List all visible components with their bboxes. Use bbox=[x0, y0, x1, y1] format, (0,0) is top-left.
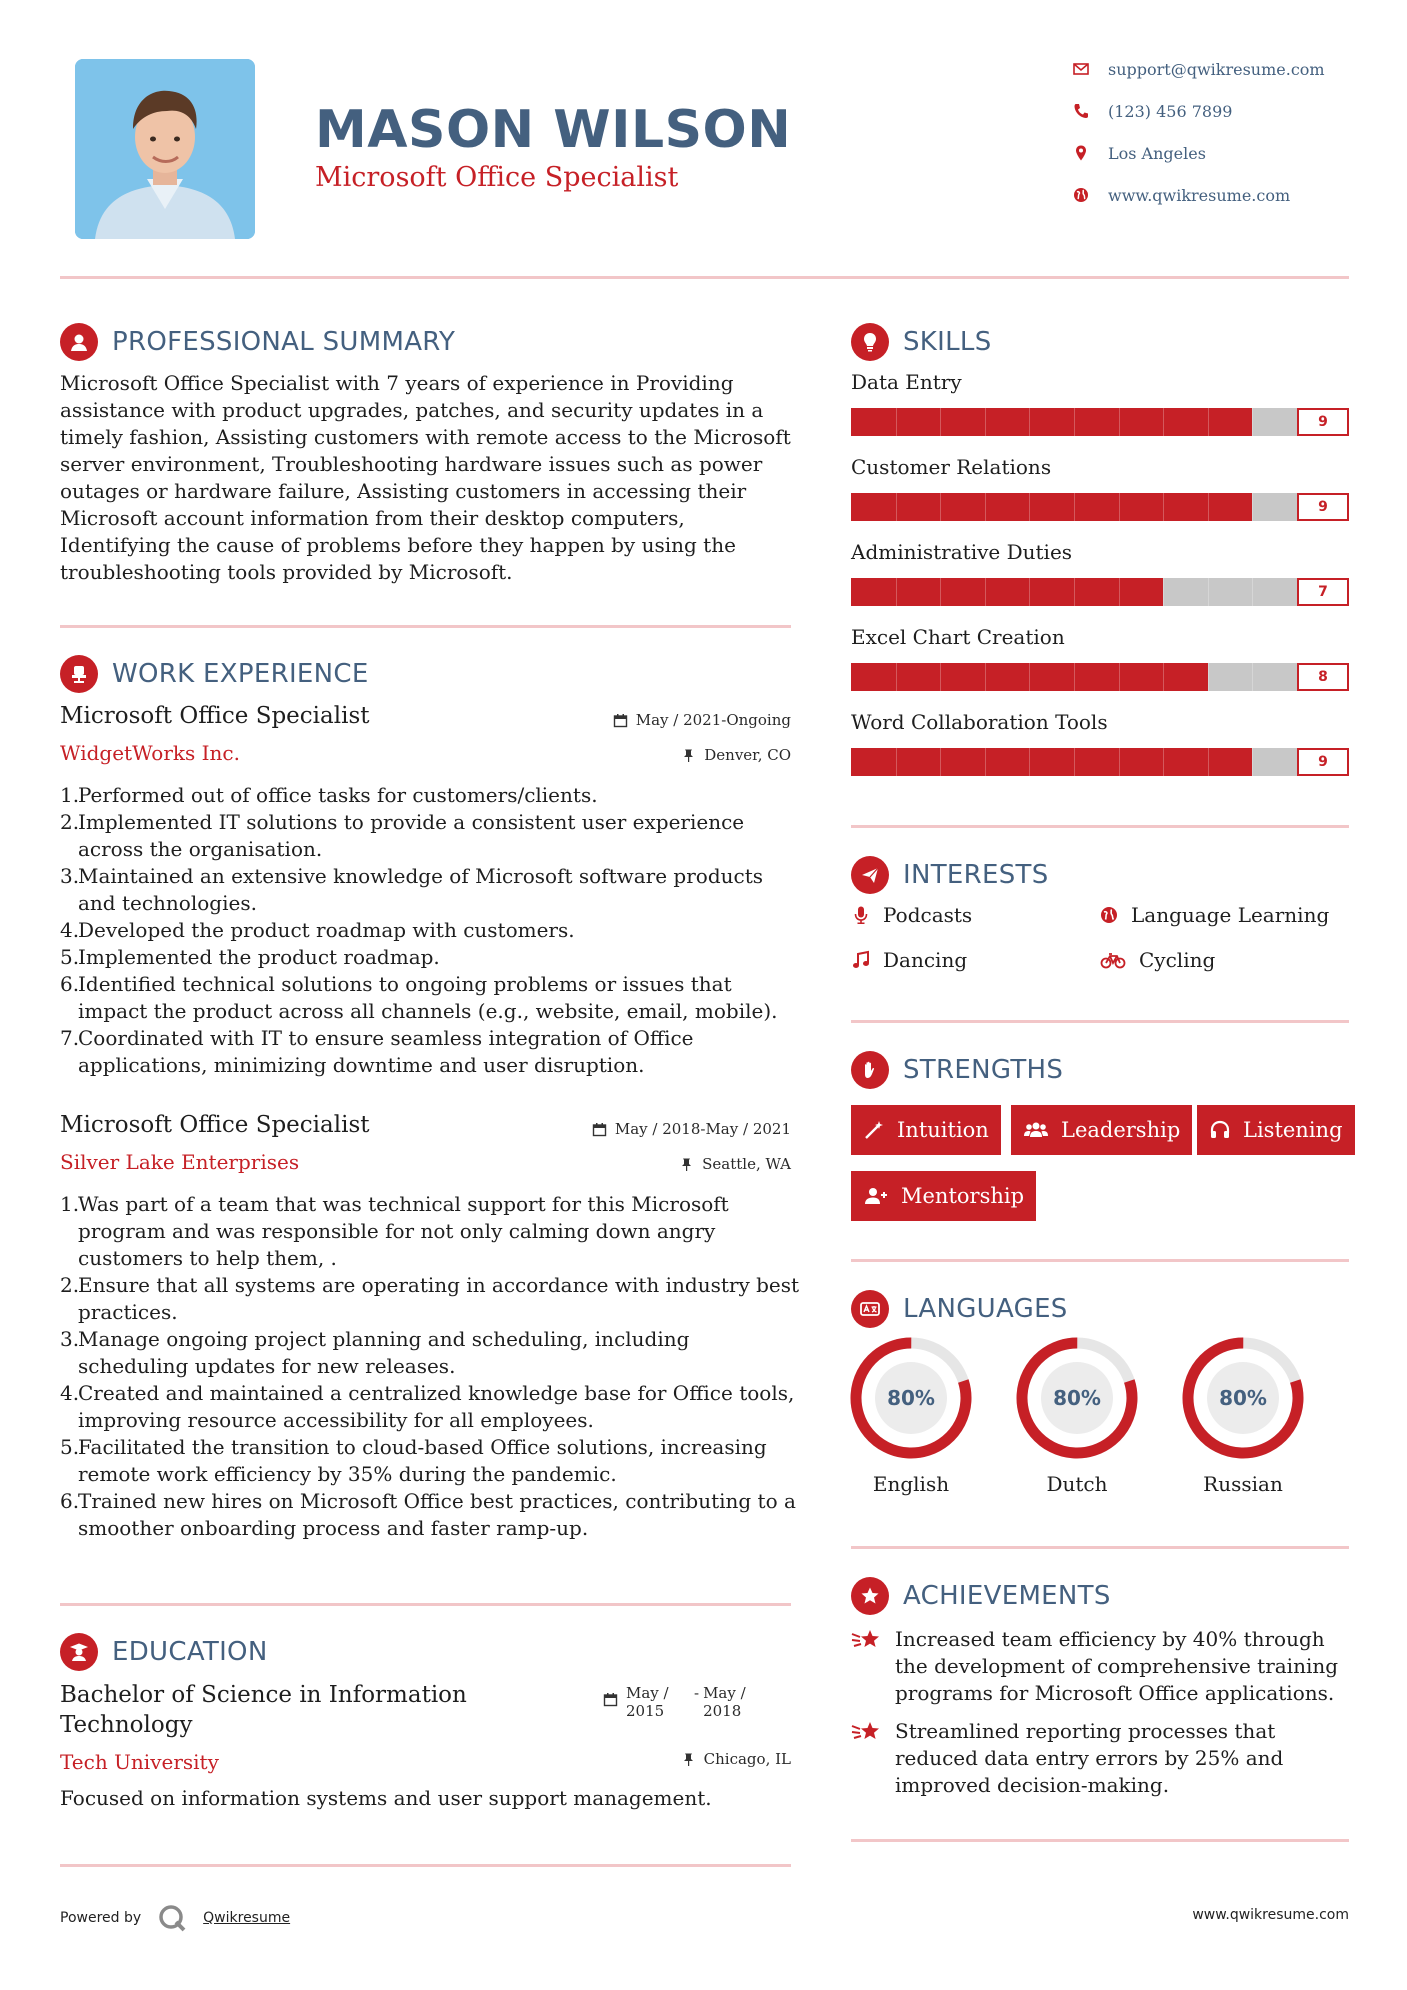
list-item: Developed the product roadmap with customers. bbox=[78, 918, 575, 942]
strengths-heading bbox=[851, 1050, 1063, 1090]
phone-icon bbox=[1072, 102, 1090, 120]
footer-powered-by bbox=[60, 1903, 290, 1933]
microphone-icon bbox=[851, 905, 871, 925]
experience-heading bbox=[60, 654, 369, 694]
users-icon bbox=[1023, 1119, 1049, 1141]
interest-label: Dancing bbox=[883, 948, 968, 972]
skill-bar-segment bbox=[1119, 578, 1120, 606]
skill-bar-segment bbox=[940, 663, 941, 691]
skill-bar-segment bbox=[985, 748, 986, 776]
skill-bar-segment bbox=[1163, 493, 1164, 521]
skill-bar-segment bbox=[1252, 408, 1253, 436]
achievement-item-2 bbox=[851, 1718, 1351, 1799]
job-2-location bbox=[679, 1155, 791, 1173]
star-badge-icon bbox=[851, 1577, 889, 1615]
list-item: Maintained an extensive knowledge of Microsoft software products and technologies. bbox=[78, 864, 763, 915]
job-1-date-text: May / 2021-Ongoing bbox=[635, 711, 791, 729]
skill-bar-segment bbox=[1074, 493, 1075, 521]
summary-text: Microsoft Office Specialist with 7 years of experience in Providing assistance with product upgrades, patches, and security updates in a timely fashion, Assisting customers with remote access to the Microsoft server environment, Troubleshooting hardware issues such as power outages or hardware failure, Assisting customers in accessing their Microsoft account information from their desktop computers, Identifying the cause of problems before they happen by using the troubleshooting tools provided by Microsoft. bbox=[60, 371, 791, 584]
language-percent: 80% bbox=[887, 1386, 935, 1410]
job-2-company: Silver Lake Enterprises bbox=[60, 1150, 300, 1174]
experience-divider bbox=[60, 1603, 791, 1606]
skill-bar-segment bbox=[940, 408, 941, 436]
candidate-title: Microsoft Office Specialist bbox=[315, 162, 679, 193]
skill-bar-segment bbox=[1163, 748, 1164, 776]
contact-phone-text: (123) 456 7899 bbox=[1108, 101, 1233, 121]
skill-bar-segment bbox=[1208, 748, 1209, 776]
header-divider bbox=[60, 276, 1349, 279]
languages-heading-text: LANGUAGES bbox=[903, 1294, 1068, 1324]
education-date-end: May / 2018 bbox=[703, 1684, 746, 1720]
interest-cycling bbox=[1099, 948, 1215, 972]
skill-bar-segment bbox=[940, 748, 941, 776]
language-percent: 80% bbox=[1219, 1386, 1267, 1410]
skill-bar-fill bbox=[851, 408, 1252, 436]
envelope-icon bbox=[1072, 60, 1090, 78]
skill-bar-segment bbox=[896, 493, 897, 521]
strengths-divider bbox=[851, 1259, 1349, 1262]
contact-email-text: support@qwikresume.com bbox=[1108, 59, 1325, 79]
list-item: Was part of a team that was technical support for this Microsoft program and was responsible for not only calming down angry customers to help them, . bbox=[78, 1192, 729, 1270]
lightbulb-icon bbox=[851, 323, 889, 361]
education-date-sep: - bbox=[694, 1684, 700, 1702]
skill-bar-segment bbox=[1119, 408, 1120, 436]
pushpin-icon bbox=[681, 1752, 696, 1767]
education-location bbox=[681, 1750, 791, 1768]
job-1-date bbox=[613, 711, 791, 729]
footer-url-link[interactable]: www.qwikresume.com bbox=[1192, 1907, 1349, 1923]
candidate-name: MASON WILSON bbox=[315, 100, 792, 160]
skill-bar-segment bbox=[985, 663, 986, 691]
education-divider bbox=[60, 1864, 791, 1867]
school-name: Tech University bbox=[60, 1750, 219, 1774]
skill-bar-fill bbox=[851, 578, 1163, 606]
skill-bar-segment bbox=[1208, 663, 1209, 691]
interest-label: Cycling bbox=[1139, 948, 1216, 972]
interest-language-learning bbox=[1099, 903, 1329, 927]
skill-bar-segment bbox=[985, 578, 986, 606]
hand-icon bbox=[851, 1051, 889, 1089]
list-item: Trained new hires on Microsoft Office best practices, contributing to a smoother onboarding process and faster ramp-up. bbox=[78, 1489, 796, 1540]
strength-label: Intuition bbox=[897, 1118, 989, 1142]
globe-icon bbox=[1072, 186, 1090, 204]
chair-icon bbox=[60, 655, 98, 693]
skill-bar-segment bbox=[1029, 408, 1030, 436]
pushpin-icon bbox=[679, 1157, 694, 1172]
skills-heading-text: SKILLS bbox=[903, 327, 992, 357]
language-name: Dutch bbox=[1046, 1472, 1108, 1496]
skill-bar-segment bbox=[1163, 578, 1164, 606]
calendar-icon bbox=[592, 1122, 607, 1137]
footer-brand-link[interactable]: Qwikresume bbox=[203, 1910, 291, 1926]
list-item: Performed out of office tasks for customers/clients. bbox=[78, 783, 598, 807]
contact-website[interactable] bbox=[1072, 180, 1290, 210]
strength-leadership bbox=[1011, 1105, 1192, 1155]
skill-name: Excel Chart Creation bbox=[851, 625, 1065, 649]
skill-bar-segment bbox=[1252, 748, 1253, 776]
pushpin-icon bbox=[681, 748, 696, 763]
skill-bar-segment bbox=[1029, 663, 1030, 691]
experience-heading-text: WORK EXPERIENCE bbox=[112, 659, 369, 689]
globe-icon bbox=[1099, 905, 1119, 925]
skill-bar-segment bbox=[1119, 493, 1120, 521]
strength-mentorship bbox=[851, 1171, 1036, 1221]
job-2-date-text: May / 2018-May / 2021 bbox=[614, 1120, 791, 1138]
skill-level-value: 9 bbox=[1297, 748, 1349, 776]
education-description: Focused on information systems and user support management. bbox=[60, 1786, 712, 1810]
language-ring bbox=[1181, 1336, 1305, 1460]
interests-heading-text: INTERESTS bbox=[903, 860, 1049, 890]
skill-bar-segment bbox=[896, 748, 897, 776]
job-1-location bbox=[681, 746, 791, 764]
skill-bar bbox=[851, 493, 1297, 521]
job-1-duties bbox=[60, 782, 800, 1079]
strength-listening bbox=[1197, 1105, 1355, 1155]
skill-bar-segment bbox=[1163, 663, 1164, 691]
degree-title: Bachelor of Science in Information Technology bbox=[60, 1682, 467, 1738]
strengths-heading-text: STRENGTHS bbox=[903, 1055, 1064, 1085]
language-ring bbox=[849, 1336, 973, 1460]
achievement-text: Increased team efficiency by 40% through the development of comprehensive training programs for Microsoft Office applications. bbox=[895, 1627, 1339, 1705]
calendar-icon bbox=[613, 713, 628, 728]
skill-bar-segment bbox=[940, 493, 941, 521]
contact-email[interactable] bbox=[1072, 54, 1325, 84]
skill-bar-segment bbox=[1119, 663, 1120, 691]
skill-bar bbox=[851, 578, 1297, 606]
job-2-date bbox=[592, 1120, 791, 1138]
interests-heading bbox=[851, 855, 1049, 895]
list-item: Created and maintained a centralized knowledge base for Office tools, improving resource accessibility for all employees. bbox=[78, 1381, 795, 1432]
achievement-text: Streamlined reporting processes that reduced data entry errors by 25% and improved decision-making. bbox=[895, 1719, 1284, 1797]
list-item: Ensure that all systems are operating in accordance with industry best practices. bbox=[78, 1273, 800, 1324]
portrait-image bbox=[75, 59, 255, 239]
list-item: Facilitated the transition to cloud-based Office solutions, increasing remote work efficiency by 35% during the pandemic. bbox=[78, 1435, 767, 1486]
job-2-duties bbox=[60, 1191, 800, 1542]
skill-bar-segment bbox=[1119, 748, 1120, 776]
strength-label: Leadership bbox=[1061, 1118, 1181, 1142]
skill-bar-segment bbox=[940, 578, 941, 606]
language-icon bbox=[851, 1290, 889, 1328]
contact-phone[interactable] bbox=[1072, 96, 1232, 126]
skill-name: Customer Relations bbox=[851, 455, 1052, 479]
interest-label: Language Learning bbox=[1131, 903, 1330, 927]
education-heading bbox=[60, 1632, 268, 1672]
list-item: Identified technical solutions to ongoing problems or issues that impact the product across all channels (e.g., website, email, mobile). bbox=[78, 972, 778, 1023]
list-item: Implemented the product roadmap. bbox=[78, 945, 440, 969]
skill-bar-segment bbox=[896, 578, 897, 606]
achievements-divider bbox=[851, 1839, 1349, 1842]
strength-label: Mentorship bbox=[901, 1184, 1025, 1208]
skill-bar-segment bbox=[1029, 578, 1030, 606]
contact-location bbox=[1072, 138, 1206, 168]
skill-name: Data Entry bbox=[851, 370, 962, 394]
qwikresume-logo-icon bbox=[157, 1903, 187, 1933]
user-icon bbox=[60, 323, 98, 361]
language-ring bbox=[1015, 1336, 1139, 1460]
skill-level-value: 9 bbox=[1297, 493, 1349, 521]
achievement-item-1 bbox=[851, 1626, 1351, 1707]
skill-bar-segment bbox=[1029, 748, 1030, 776]
skill-bar-segment bbox=[1163, 408, 1164, 436]
list-item: Implemented IT solutions to provide a consistent user experience across the organisation. bbox=[78, 810, 745, 861]
skill-bar-fill bbox=[851, 748, 1252, 776]
summary-heading bbox=[60, 322, 455, 362]
skill-bar-segment bbox=[1208, 493, 1209, 521]
job-1-location-text: Denver, CO bbox=[704, 746, 791, 764]
language-name: English bbox=[872, 1472, 950, 1496]
contact-location-text: Los Angeles bbox=[1108, 143, 1206, 163]
skill-bar-segment bbox=[1208, 408, 1209, 436]
skill-level-value: 7 bbox=[1297, 578, 1349, 606]
graduate-icon bbox=[60, 1633, 98, 1671]
interest-label: Podcasts bbox=[883, 903, 973, 927]
skill-bar bbox=[851, 748, 1297, 776]
skill-bar-segment bbox=[1074, 408, 1075, 436]
job-1-company: WidgetWorks Inc. bbox=[60, 741, 240, 765]
profile-photo bbox=[75, 59, 255, 239]
map-pin-icon bbox=[1072, 144, 1090, 162]
interests-divider bbox=[851, 1020, 1349, 1023]
language-name: Russian bbox=[1203, 1472, 1283, 1496]
magic-wand-icon bbox=[863, 1119, 885, 1141]
skill-bar-segment bbox=[1029, 493, 1030, 521]
skill-bar-segment bbox=[896, 408, 897, 436]
calendar-icon bbox=[603, 1692, 618, 1707]
bicycle-icon bbox=[1099, 950, 1127, 970]
skill-bar-segment bbox=[1074, 578, 1075, 606]
strength-intuition bbox=[851, 1105, 1001, 1155]
skill-bar bbox=[851, 408, 1297, 436]
paper-plane-icon bbox=[851, 856, 889, 894]
strength-label: Listening bbox=[1243, 1118, 1343, 1142]
skill-bar-segment bbox=[1074, 663, 1075, 691]
skill-bar-segment bbox=[985, 408, 986, 436]
education-date-start: May / 2015 bbox=[626, 1684, 669, 1720]
interest-podcasts bbox=[851, 903, 972, 927]
skill-bar-segment bbox=[1252, 578, 1253, 606]
skill-bar-segment bbox=[1252, 663, 1253, 691]
skill-bar-segment bbox=[1208, 578, 1209, 606]
skill-bar-segment bbox=[896, 663, 897, 691]
shooting-star-icon bbox=[851, 1626, 883, 1654]
job-2-title: Microsoft Office Specialist bbox=[60, 1112, 370, 1138]
summary-heading-text: PROFESSIONAL SUMMARY bbox=[112, 327, 456, 357]
skill-bar-segment bbox=[1252, 493, 1253, 521]
education-location-text: Chicago, IL bbox=[703, 1750, 791, 1768]
powered-by-text: Powered by bbox=[60, 1910, 142, 1926]
interest-dancing bbox=[851, 948, 967, 972]
languages-heading bbox=[851, 1289, 1068, 1329]
languages-divider bbox=[851, 1546, 1349, 1549]
skill-name: Administrative Duties bbox=[851, 540, 1073, 564]
education-heading-text: EDUCATION bbox=[112, 1637, 268, 1667]
skill-bar-fill bbox=[851, 493, 1252, 521]
user-plus-icon bbox=[863, 1185, 889, 1207]
list-item: Coordinated with IT to ensure seamless integration of Office applications, minimizing downtime and user disruption. bbox=[78, 1026, 694, 1077]
skills-divider bbox=[851, 825, 1349, 828]
music-note-icon bbox=[851, 950, 871, 970]
list-item: Manage ongoing project planning and scheduling, including scheduling updates for new releases. bbox=[78, 1327, 690, 1378]
job-2-location-text: Seattle, WA bbox=[702, 1155, 791, 1173]
skill-name: Word Collaboration Tools bbox=[851, 710, 1108, 734]
contact-website-text: www.qwikresume.com bbox=[1108, 185, 1291, 205]
education-date bbox=[603, 1684, 751, 1720]
job-1-title: Microsoft Office Specialist bbox=[60, 703, 370, 729]
skill-bar bbox=[851, 663, 1297, 691]
headphones-icon bbox=[1209, 1119, 1231, 1141]
skill-bar-segment bbox=[1074, 748, 1075, 776]
language-percent: 80% bbox=[1053, 1386, 1101, 1410]
achievements-heading-text: ACHIEVEMENTS bbox=[903, 1581, 1111, 1611]
summary-divider bbox=[60, 625, 791, 628]
achievements-heading bbox=[851, 1576, 1111, 1616]
skill-bar-segment bbox=[985, 493, 986, 521]
skill-level-value: 8 bbox=[1297, 663, 1349, 691]
skills-heading bbox=[851, 322, 992, 362]
skill-level-value: 9 bbox=[1297, 408, 1349, 436]
shooting-star-icon bbox=[851, 1718, 883, 1746]
